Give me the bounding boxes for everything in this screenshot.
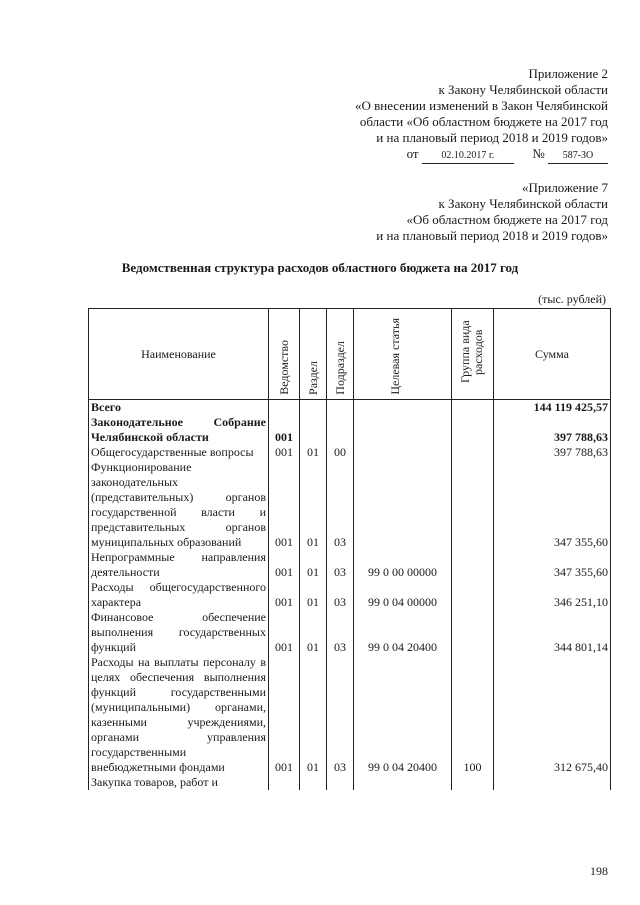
row-dept: 001 — [269, 580, 300, 610]
row-dept — [269, 400, 300, 416]
annex-line: и на плановый период 2018 и 2019 годов» — [376, 130, 608, 145]
row-dept: 001 — [269, 655, 300, 775]
law-date-number-line — [407, 146, 608, 164]
row-section — [300, 775, 327, 790]
row-sum: 346 251,10 — [494, 580, 611, 610]
header-sum: Сумма — [494, 309, 611, 400]
row-subsection — [327, 775, 354, 790]
row-sum: 397 788,63 — [494, 415, 611, 445]
row-name: Общегосударственные вопросы — [89, 445, 269, 460]
annex-line: и на плановый период 2018 и 2019 годов» — [376, 228, 608, 243]
row-section: 01 — [300, 610, 327, 655]
row-target: 99 0 04 00000 — [354, 580, 452, 610]
row-sum — [494, 775, 611, 790]
table-row — [89, 445, 611, 460]
row-name: Закупка товаров, работ и — [89, 775, 269, 790]
table-row — [89, 400, 611, 416]
row-name: Расходы общегосударственного характера — [89, 580, 269, 610]
header-target: Целевая статья — [354, 309, 452, 400]
row-name: Функционирование законодательных (представительных) органов государственной власти и представительных органов муниципальных образований — [89, 460, 269, 550]
row-group — [452, 550, 494, 580]
table-row — [89, 460, 611, 550]
law-date: 02.10.2017 г. — [422, 149, 514, 164]
row-group — [452, 460, 494, 550]
row-section: 01 — [300, 580, 327, 610]
page-number: 198 — [590, 864, 608, 878]
row-group — [452, 400, 494, 416]
row-target: 99 0 00 00000 — [354, 550, 452, 580]
table-row — [89, 550, 611, 580]
row-subsection — [327, 415, 354, 445]
units-label: (тыс. рублей) — [538, 292, 606, 306]
annex-line: Приложение 2 — [528, 66, 608, 81]
row-section — [300, 415, 327, 445]
row-dept — [269, 775, 300, 790]
row-name: Всего — [89, 400, 269, 416]
row-name: Непрограммные направления деятельности — [89, 550, 269, 580]
row-target: 99 0 04 20400 — [354, 655, 452, 775]
annex-line: к Закону Челябинской области — [438, 82, 608, 97]
table-row — [89, 415, 611, 445]
row-subsection: 00 — [327, 445, 354, 460]
header-section: Раздел — [300, 309, 327, 400]
table-header-row — [89, 309, 611, 400]
header-subsection: Подраздел — [327, 309, 354, 400]
row-target — [354, 400, 452, 416]
row-group: 100 — [452, 655, 494, 775]
table-row — [89, 655, 611, 775]
law-number: 587-ЗО — [548, 149, 608, 164]
row-subsection: 03 — [327, 580, 354, 610]
table-row — [89, 610, 611, 655]
row-dept: 001 — [269, 415, 300, 445]
row-dept: 001 — [269, 610, 300, 655]
annex-line: области «Об областном бюджете на 2017 год — [359, 114, 608, 129]
header-name: Наименование — [89, 309, 269, 400]
row-section — [300, 400, 327, 416]
table-row — [89, 580, 611, 610]
row-sum: 344 801,14 — [494, 610, 611, 655]
row-group — [452, 415, 494, 445]
document-title: Ведомственная структура расходов областного бюджета на 2017 год — [121, 260, 519, 275]
row-subsection — [327, 400, 354, 416]
row-target: 99 0 04 20400 — [354, 610, 452, 655]
row-group — [452, 775, 494, 790]
annex-line: «Приложение 7 — [521, 180, 608, 195]
row-dept: 001 — [269, 445, 300, 460]
annex-line: «О внесении изменений в Закон Челябинской — [354, 98, 608, 113]
row-sum: 144 119 425,57 — [494, 400, 611, 416]
row-sum: 312 675,40 — [494, 655, 611, 775]
row-subsection: 03 — [327, 610, 354, 655]
row-dept: 001 — [269, 460, 300, 550]
header-dept: Ведомство — [269, 309, 300, 400]
row-group — [452, 445, 494, 460]
row-section: 01 — [300, 460, 327, 550]
row-name: Законодательное Собрание Челябинской области — [89, 415, 269, 445]
row-section: 01 — [300, 445, 327, 460]
header-expense-group: Группа вида расходов — [452, 309, 494, 400]
annex-original-block — [376, 180, 608, 244]
number-prefix: № — [532, 146, 545, 161]
row-dept: 001 — [269, 550, 300, 580]
table-row — [89, 775, 611, 790]
row-subsection: 03 — [327, 550, 354, 580]
row-group — [452, 610, 494, 655]
row-sum: 347 355,60 — [494, 550, 611, 580]
row-target — [354, 460, 452, 550]
row-sum: 397 788,63 — [494, 445, 611, 460]
row-section: 01 — [300, 550, 327, 580]
row-sum: 347 355,60 — [494, 460, 611, 550]
budget-table — [88, 308, 611, 790]
row-target — [354, 775, 452, 790]
row-target — [354, 415, 452, 445]
row-subsection: 03 — [327, 460, 354, 550]
annex-amendment-block — [355, 66, 608, 164]
annex-line: к Закону Челябинской области — [438, 196, 608, 211]
row-name: Финансовое обеспечение выполнения государственных функций — [89, 610, 269, 655]
row-name: Расходы на выплаты персоналу в целях обеспечения выполнения функций государственными (муниципальными) органами, казенными учреждениями, органами управления государственными внебюджетными фондами — [89, 655, 269, 775]
row-group — [452, 580, 494, 610]
date-prefix: от — [406, 146, 419, 161]
row-subsection: 03 — [327, 655, 354, 775]
row-section: 01 — [300, 655, 327, 775]
row-target — [354, 445, 452, 460]
annex-line: «Об областном бюджете на 2017 год — [406, 212, 608, 227]
